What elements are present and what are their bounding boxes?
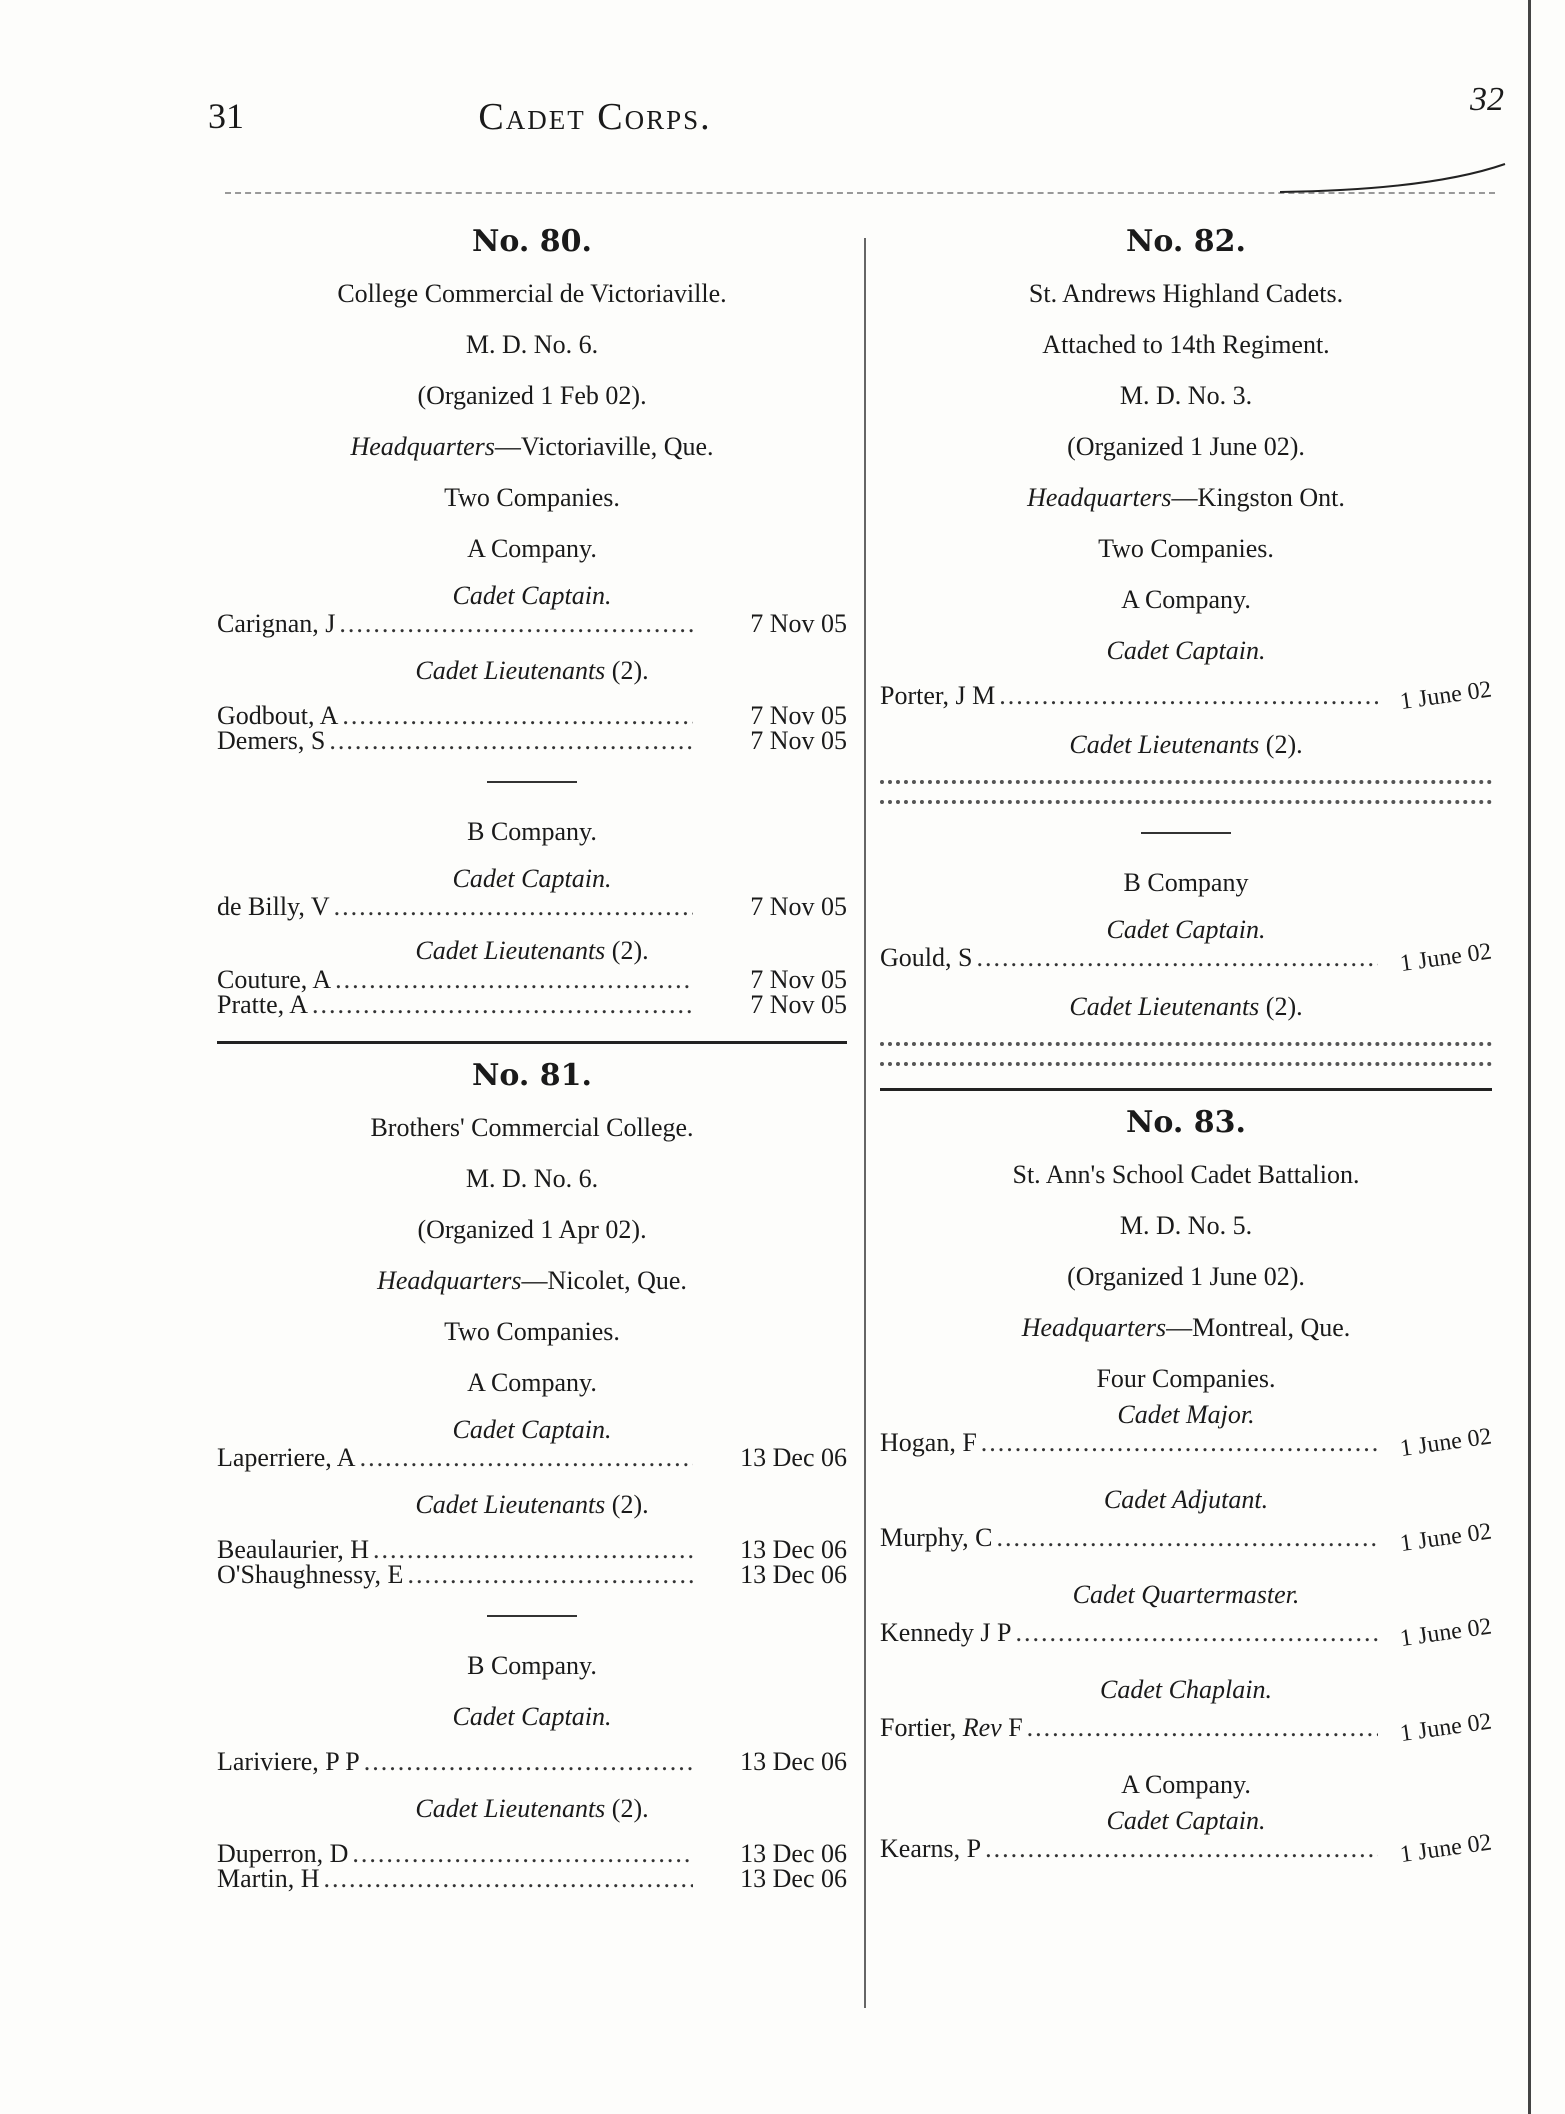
unit-name: St. Andrews Highland Cadets. — [1028, 279, 1344, 308]
page-number-right: 32 — [1470, 81, 1504, 118]
lieut-label-text: Cadet Lieutenants — [415, 936, 606, 965]
lieutenants-label — [217, 652, 847, 690]
company-name: A Company. — [1121, 585, 1251, 614]
companies-count: Four Companies. — [1096, 1364, 1276, 1393]
blank-entry-dots — [880, 1042, 1492, 1046]
captain-label: Cadet Captain. — [452, 581, 612, 610]
staff-role: Cadet Major. — [1117, 1400, 1255, 1429]
lieut-count: (2). — [611, 656, 649, 685]
organized-date: (Organized 1 June 02). — [1067, 432, 1305, 461]
unit-82 — [880, 224, 1492, 1066]
hq-value: —Victoriaville, Que. — [494, 432, 714, 461]
entry-date: 7 Nov 05 — [750, 965, 847, 994]
entry-date: 7 Nov 05 — [750, 701, 847, 730]
leader-dots — [985, 1836, 1378, 1861]
unit-number: No. 82. — [1126, 224, 1246, 259]
entry-name: Murphy, C — [880, 1523, 993, 1552]
entry-name: Martin, H — [217, 1864, 320, 1893]
blank-entry-dots — [880, 800, 1492, 804]
company-divider — [1141, 832, 1231, 834]
captain-label: Cadet Captain. — [1106, 636, 1266, 665]
unit-name: Brothers' Commercial College. — [370, 1113, 694, 1142]
entry-date: 13 Dec 06 — [740, 1747, 847, 1776]
unit-83 — [880, 1105, 1494, 1869]
unit-attachment: Attached to 14th Regiment. — [1042, 330, 1330, 359]
captain-label: Cadet Captain. — [1106, 915, 1266, 944]
leader-dots — [312, 992, 693, 1017]
roster-entry — [880, 1708, 1494, 1748]
entry-name: O'Shaughnessy, E — [217, 1560, 404, 1589]
entry-name: Beaulaurier, H — [217, 1535, 370, 1564]
companies-count: Two Companies. — [444, 483, 620, 512]
unit-name: St. Ann's School Cadet Battalion. — [1012, 1160, 1360, 1189]
section-rule — [217, 1041, 847, 1044]
entry-date: 7 Nov 05 — [750, 990, 847, 1019]
lieutenants-label — [880, 726, 1492, 764]
entry-date: 7 Nov 05 — [750, 609, 847, 638]
lieut-label-text: Cadet Lieutenants — [1069, 992, 1260, 1021]
lieut-count: (2). — [611, 1490, 649, 1519]
header-rule-curve — [1280, 162, 1510, 196]
column-divider — [864, 238, 866, 2008]
roster-entry — [217, 1537, 847, 1562]
company-divider — [487, 1615, 577, 1617]
page-header — [0, 81, 1565, 155]
lieut-count: (2). — [611, 1794, 649, 1823]
leader-dots — [324, 1866, 693, 1891]
companies-count: Two Companies. — [444, 1317, 620, 1346]
entry-name: Carignan, J — [217, 609, 336, 638]
staff-role: Cadet Quartermaster. — [1072, 1580, 1300, 1609]
unit-number: No. 81. — [472, 1058, 592, 1093]
entry-name: Laperriere, A — [217, 1443, 356, 1472]
unit-number: No. 83. — [1126, 1105, 1246, 1140]
page-number-left: 31 — [208, 96, 244, 136]
leader-dots — [342, 703, 693, 728]
company-name: B Company. — [467, 817, 597, 846]
entry-name: Porter, J M — [880, 681, 996, 710]
leader-dots — [373, 1537, 693, 1562]
entry-date: 1 June 02 — [1398, 1518, 1494, 1558]
name-part: Fortier, — [880, 1713, 963, 1742]
military-district: M. D. No. 3. — [1119, 381, 1253, 410]
hq-label: Headquarters — [1027, 483, 1172, 512]
unit-number: No. 80. — [472, 224, 592, 259]
hq-value: —Kingston Ont. — [1171, 483, 1345, 512]
section-rule — [880, 1088, 1492, 1091]
entry-name: Kennedy J P — [880, 1618, 1012, 1647]
hq-value: —Montreal, Que. — [1166, 1313, 1351, 1342]
entry-name: Duperron, D — [217, 1839, 349, 1868]
leader-dots — [981, 1430, 1378, 1455]
captain-label: Cadet Captain. — [452, 1702, 612, 1731]
leader-dots — [976, 945, 1378, 970]
entry-name: Pratte, A — [217, 990, 308, 1019]
leader-dots — [339, 611, 693, 636]
name-title: Rev — [962, 1713, 1002, 1742]
entry-date: 13 Dec 06 — [740, 1839, 847, 1868]
military-district: M. D. No. 6. — [465, 1164, 599, 1193]
entry-name: Couture, A — [217, 965, 332, 994]
hq-label: Headquarters — [1021, 1313, 1167, 1342]
roster-entry — [880, 1518, 1494, 1558]
staff-role: Cadet Chaplain. — [1100, 1675, 1272, 1704]
entry-date: 13 Dec 06 — [740, 1535, 847, 1564]
company-name: B Company. — [467, 1651, 597, 1680]
roster-entry — [880, 938, 1494, 978]
unit-80 — [217, 224, 847, 1017]
roster-entry — [217, 1866, 847, 1891]
entry-date: 13 Dec 06 — [740, 1443, 847, 1472]
entry-date: 7 Nov 05 — [750, 892, 847, 921]
captain-label: Cadet Captain. — [452, 1415, 612, 1444]
headquarters — [217, 1262, 847, 1300]
captain-label: Cadet Captain. — [1106, 1806, 1266, 1835]
lieut-label-text: Cadet Lieutenants — [415, 1490, 606, 1519]
entry-name: Godbout, A — [217, 701, 339, 730]
leader-dots — [999, 683, 1378, 708]
organized-date: (Organized 1 Feb 02). — [417, 381, 647, 410]
roster-entry — [880, 1613, 1494, 1653]
company-divider — [487, 781, 577, 783]
name-part: F — [1001, 1713, 1023, 1742]
entry-name: Gould, S — [880, 943, 973, 972]
entry-name: Demers, S — [217, 726, 326, 755]
lieut-count: (2). — [1265, 992, 1303, 1021]
leader-dots — [364, 1749, 693, 1774]
military-district: M. D. No. 6. — [465, 330, 599, 359]
captain-label: Cadet Captain. — [452, 864, 612, 893]
headquarters — [880, 1309, 1492, 1347]
hq-label: Headquarters — [377, 1266, 522, 1295]
entry-date: 1 June 02 — [1398, 938, 1494, 978]
roster-entry — [217, 728, 847, 753]
entry-name: Lariviere, P P — [217, 1747, 360, 1776]
leader-dots — [329, 728, 693, 753]
entry-date: 7 Nov 05 — [750, 726, 847, 755]
company-name: B Company — [1123, 868, 1249, 897]
lieut-label-text: Cadet Lieutenants — [415, 656, 606, 685]
roster-entry — [217, 611, 847, 636]
entry-date: 13 Dec 06 — [740, 1560, 847, 1589]
left-column — [217, 224, 847, 1891]
organized-date: (Organized 1 Apr 02). — [417, 1215, 647, 1244]
military-district: M. D. No. 5. — [1119, 1211, 1253, 1240]
roster-entry — [880, 1423, 1494, 1463]
roster-entry — [217, 992, 847, 1017]
leader-dots — [335, 967, 693, 992]
lieut-count: (2). — [1265, 730, 1303, 759]
leader-dots — [352, 1841, 693, 1866]
hq-value: —Nicolet, Que. — [521, 1266, 687, 1295]
leader-dots — [1015, 1620, 1378, 1645]
entry-name — [880, 1715, 1023, 1740]
leader-dots — [407, 1562, 693, 1587]
roster-entry — [880, 1829, 1494, 1869]
entry-date: 1 June 02 — [1398, 1613, 1494, 1653]
page-edge — [1528, 0, 1531, 2114]
company-name: A Company. — [467, 1368, 597, 1397]
roster-entry — [217, 967, 847, 992]
unit-81 — [217, 1058, 847, 1891]
entry-name: Hogan, F — [880, 1428, 977, 1457]
companies-count: Two Companies. — [1098, 534, 1274, 563]
headquarters — [217, 428, 847, 466]
roster-entry — [217, 1841, 847, 1866]
lieutenants-label — [217, 1486, 847, 1524]
right-column — [880, 224, 1494, 1869]
roster-entry — [217, 1749, 847, 1774]
entry-date: 1 June 02 — [1398, 1708, 1494, 1748]
lieut-label-text: Cadet Lieutenants — [1069, 730, 1260, 759]
leader-dots — [1027, 1715, 1378, 1740]
running-title: Cadet Corps. — [478, 96, 712, 138]
roster-entry — [217, 1445, 847, 1470]
entry-date: 1 June 02 — [1398, 1829, 1494, 1869]
lieutenants-label — [217, 1790, 847, 1828]
organized-date: (Organized 1 June 02). — [1067, 1262, 1305, 1291]
blank-entry-dots — [880, 1062, 1492, 1066]
leader-dots — [360, 1445, 693, 1470]
staff-role: Cadet Adjutant. — [1103, 1485, 1269, 1514]
leader-dots — [334, 894, 693, 919]
entry-name: de Billy, V — [217, 892, 330, 921]
entry-date: 13 Dec 06 — [740, 1864, 847, 1893]
entry-date: 1 June 02 — [1398, 1423, 1494, 1463]
lieut-count: (2). — [611, 936, 649, 965]
lieutenants-label — [217, 935, 847, 967]
headquarters — [880, 479, 1492, 517]
entry-name: Kearns, P — [880, 1834, 982, 1863]
company-name: A Company. — [467, 534, 597, 563]
lieutenants-label — [880, 988, 1492, 1026]
lieut-label-text: Cadet Lieutenants — [415, 1794, 606, 1823]
blank-entry-dots — [880, 780, 1492, 784]
company-name: A Company. — [1121, 1770, 1251, 1799]
roster-entry — [880, 676, 1494, 716]
roster-entry — [217, 703, 847, 728]
unit-name: College Commercial de Victoriaville. — [337, 279, 727, 308]
roster-entry — [217, 1562, 847, 1587]
roster-entry — [217, 894, 847, 919]
leader-dots — [996, 1525, 1378, 1550]
entry-date: 1 June 02 — [1398, 676, 1494, 716]
hq-label: Headquarters — [350, 432, 495, 461]
